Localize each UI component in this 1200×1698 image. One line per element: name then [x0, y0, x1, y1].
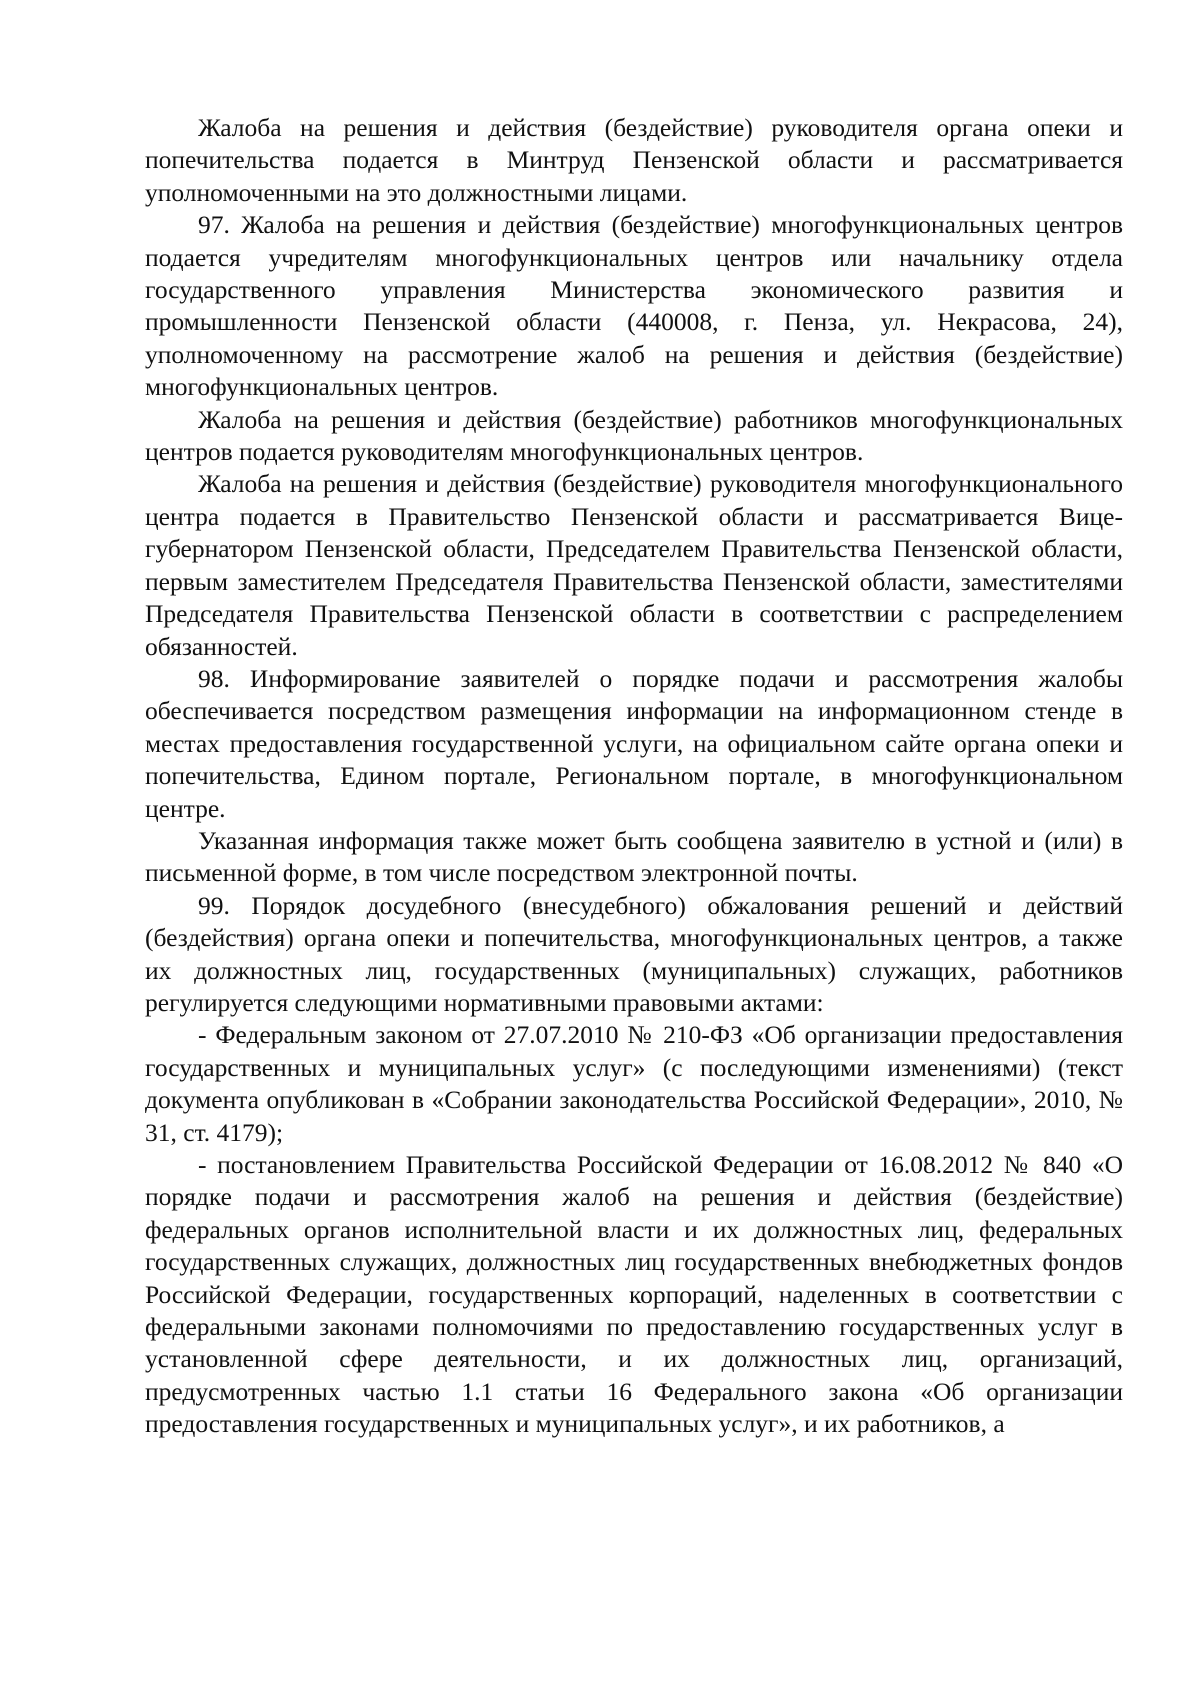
paragraph-complaint-mfc-head: Жалоба на решения и действия (бездействие) руководителя многофункционального центра подается в Правительство Пензенской области и рассматривается Вице-губернатором Пензенской области, Председателем Правительства Пензенской области, первым заместителем Председателя Правительства Пензенской области, заместителями Председателя Правительства Пензенской области в соответствии с распределением обязанностей.	[145, 469, 1123, 661]
paragraph-complaint-guardianship-head: Жалоба на решения и действия (бездействие) руководителя органа опеки и попечительства подается в Минтруд Пензенской области и рассматривается уполномоченными на это должностными лицами.	[145, 113, 1123, 207]
paragraph-99: 99. Порядок досудебного (внесудебного) обжалования решений и действий (бездействия) органа опеки и попечительства, многофункциональных центров, а также их должностных лиц, государственных (муниципальных) служащих, работников регулируется следующими нормативными правовыми актами:	[145, 890, 1123, 1017]
paragraph-complaint-mfc-workers: Жалоба на решения и действия (бездействие) работников многофункциональных центров подается руководителям многофункциональных центров.	[145, 404, 1123, 467]
paragraph-97: 97. Жалоба на решения и действия (бездействие) многофункциональных центров подается учредителям многофункциональных центров или начальнику отдела государственного управления Министерства экономического развития и промышленности Пензенской области (440008, г. Пенза, ул. Некрасова, 24), уполномоченному на рассмотрение жалоб на решения и действия (бездействие) многофункциональных центров.	[145, 210, 1123, 402]
paragraph-98: 98. Информирование заявителей о порядке подачи и рассмотрения жалобы обеспечивается посредством размещения информации на информационном стенде в местах предоставления государственной услуги, на официальном сайте органа опеки и попечительства, Едином портале, Региональном портале, в многофункциональном центре.	[145, 663, 1123, 823]
paragraph-info-channels: Указанная информация также может быть сообщена заявителю в устной и (или) в письменной форме, в том числе посредством электронной почты.	[145, 825, 1123, 888]
paragraph-federal-law-210: - Федеральным законом от 27.07.2010 № 210-ФЗ «Об организации предоставления государственных и муниципальных услуг» (с последующими изменениями) (текст документа опубликован в «Собрании законодательства Российской Федерации», 2010, № 31, ст. 4179);	[145, 1020, 1123, 1147]
document-page	[145, 112, 1123, 1441]
paragraph-resolution-840: - постановлением Правительства Российской Федерации от 16.08.2012 № 840 «О порядке подачи и рассмотрения жалоб на решения и действия (бездействие) федеральных органов исполнительной власти и их должностных лиц, федеральных государственных служащих, должностных лиц государственных внебюджетных фондов Российской Федерации, государственных корпораций, наделенных в соответствии с федеральными законами полномочиями по предоставлению государственных услуг в установленной сфере деятельности, и их должностных лиц, организаций, предусмотренных частью 1.1 статьи 16 Федерального закона «Об организации предоставления государственных и муниципальных услуг», и их работников, а	[145, 1150, 1123, 1439]
